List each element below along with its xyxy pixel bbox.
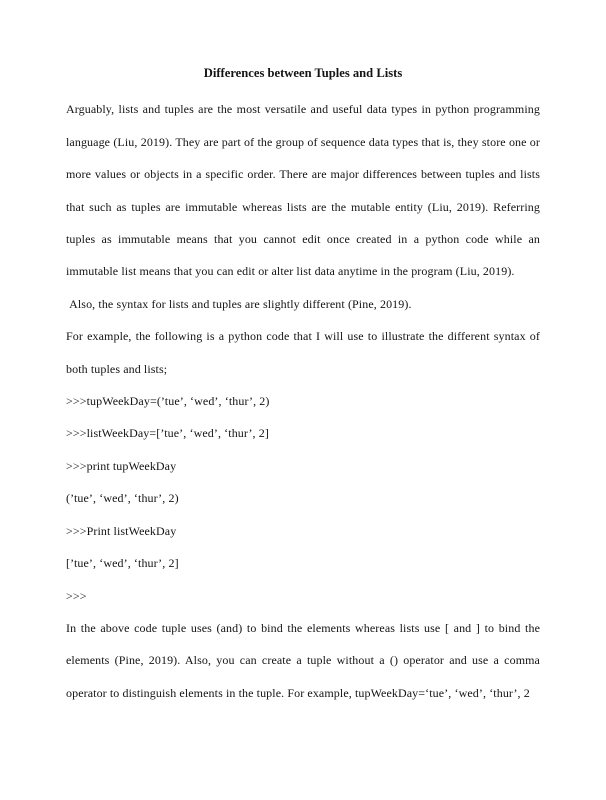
intro-paragraph: language (Liu, 2019). They are part of the group of sequence data types that is, they store one or bbox=[66, 134, 540, 149]
document-title: Differences between Tuples and Lists bbox=[203, 66, 403, 80]
code-line-tuple-assign: >>>tupWeekDay=(’tue’, ‘wed’, ‘thur’, 2) bbox=[66, 394, 270, 409]
intro-paragraph: immutable list means that you can edit or alter list data anytime in the program (Liu, 2019). bbox=[66, 264, 515, 279]
code-line-print-list: >>>Print listWeekDay bbox=[66, 523, 177, 538]
code-line-print-tuple: >>>print tupWeekDay bbox=[66, 458, 177, 473]
code-line-prompt: >>> bbox=[66, 588, 87, 603]
conclusion-paragraph: operator to distinguish elements in the tuple. For example, tupWeekDay=‘tue’, ‘wed’, ‘thur’, 2 bbox=[66, 685, 530, 700]
code-line-tuple-output: (’tue’, ‘wed’, ‘thur’, 2) bbox=[66, 491, 179, 506]
document-body bbox=[66, 93, 540, 709]
example-intro-paragraph: both tuples and lists; bbox=[66, 361, 168, 376]
syntax-note-paragraph: Also, the syntax for lists and tuples are slightly different (Pine, 2019). bbox=[66, 296, 412, 311]
code-line-list-output: [’tue’, ‘wed’, ‘thur’, 2] bbox=[66, 556, 179, 571]
intro-paragraph: Arguably, lists and tuples are the most versatile and useful data types in python programming bbox=[66, 102, 540, 117]
intro-paragraph: more values or objects in a specific order. There are major differences between tuples and lists bbox=[66, 167, 540, 182]
code-line-list-assign: >>>listWeekDay=[’tue’, ‘wed’, ‘thur’, 2] bbox=[66, 426, 269, 441]
conclusion-paragraph: elements (Pine, 2019). Also, you can create a tuple without a () operator and use a comma bbox=[66, 653, 540, 668]
intro-paragraph: that such as tuples are immutable whereas lists are the mutable entity (Liu, 2019). Referring bbox=[66, 199, 540, 214]
intro-paragraph: tuples as immutable means that you cannot edit once created in a python code while an bbox=[66, 232, 540, 247]
example-intro-paragraph: For example, the following is a python code that I will use to illustrate the different syntax of bbox=[66, 329, 540, 344]
conclusion-paragraph: In the above code tuple uses (and) to bind the elements whereas lists use [ and ] to bind the bbox=[66, 620, 540, 635]
